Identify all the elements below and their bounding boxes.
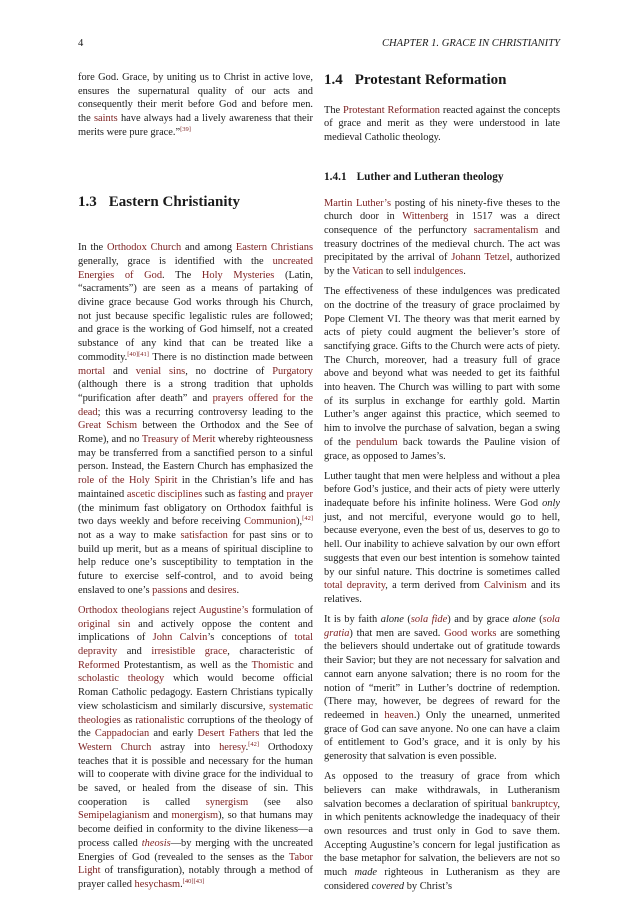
section-heading-protestant-reformation: 1.4 Protestant Reformation (324, 72, 507, 88)
paragraph-orthodox-grace: In the Orthodox Church and among Eastern Christians generally, grace is identified with the uncreated Energies of God. The Holy Mysteries (Latin, “sacraments”) are seen as a means of partaking of divine grace because God works through his Church, not just because specific legalistic rules are followed; and grace is the working of God himself, not a created substance of any kind that can be treated like a commodity.[40][41] There is no distinction made between mortal and venial sins, no doctrine of Purgatory (although there is a strong tradition that upholds “purification after death” and prayers offered for the dead; this was a recurring controversy leading to the Great Schism between the Orthodox and the See of Rome), and no Treasury of Merit whereby righteousness may be transferred from a sanctified person to a sinful person. Instead, the Eastern Church has emphasized the role of the Holy Spirit in the Christian’s life and has maintained ascetic disciplines such as fasting and prayer (the minimum fast obligatory on Orthodox faithful is two days weekly and before receiving Communion),[42] not as a way to make satisfaction for past sins or to build up merit, but as a means of spiritual discipline to help reduce one’s susceptibility to temptation in the future to exercise self-control, and to avoid being enslaved to one’s passions and desires. (78, 242, 314, 596)
running-header (78, 38, 560, 52)
left-column (78, 71, 313, 898)
link-passions[interactable]: passions (152, 584, 188, 596)
link-holy-spirit[interactable]: role of the Holy Spirit (78, 475, 178, 487)
link-vatican[interactable]: Vatican (352, 266, 384, 278)
link-orthodox-church[interactable]: Orthodox Church (106, 242, 182, 254)
citation[interactable]: [40][43] (182, 877, 205, 885)
link-synergism[interactable]: synergism (205, 796, 249, 808)
paragraph-orthodox-theologians: Orthodox theologians reject Augustine’s formulation of original sin and actively oppose the content and implications of John Calvin’s conceptions of total depravity and irresistible grace, characteristic of Reformed Protestantism, as well as the Thomistic and scholastic theology which would become official Roman Catholic pedagogy. Eastern Christians typically view scholasticism and similarly discursive, systematic theologies as rationalistic corruptions of the theology of the Cappadocian and early Desert Fathers that led the Western Church astray into heresy.[42] Orthodoxy teaches that it is possible and necessary for the human will to cooperate with divine grace for the individual to be saved, or healed from the disease of sin. This cooperation is called synergism (see also Semipelagianism and monergism), so that humans may become deified in conformity to the divine likeness—a process called theosis—by merging with the uncreated Energies of God (revealed to the senses as the Tabor Light of transfiguration), notably through a method of prayer called hesychasm.[40][43] (78, 604, 314, 890)
link-prayer[interactable]: prayer (286, 488, 314, 500)
link-hesychasm[interactable]: hesychasm (134, 878, 181, 890)
link-theosis[interactable]: theosis (141, 837, 171, 849)
link-original-sin[interactable]: original sin (78, 618, 131, 630)
link-john-calvin[interactable]: John Calvin (152, 632, 208, 644)
link-total-depravity[interactable]: total depravity (78, 632, 313, 657)
link-mortal[interactable]: mortal (78, 365, 106, 377)
link-great-schism[interactable]: Great Schism (78, 420, 138, 432)
link-tabor-light[interactable]: Tabor Light (78, 851, 313, 877)
link-johann-tetzel[interactable]: Johann Tetzel (451, 252, 510, 264)
citation[interactable]: [42] (302, 515, 313, 523)
link-ascetic-disciplines[interactable]: ascetic disciplines (126, 488, 203, 500)
link-saints[interactable]: saints (93, 113, 118, 125)
link-purgatory[interactable]: Purgatory (272, 365, 313, 377)
citation[interactable]: [40][41] (127, 350, 149, 358)
paragraph-bankruptcy: As opposed to the treasury of grace from which believers can make withdrawals, in Lutheranism salvation becomes a declaration of spiritual bankruptcy, in which penitents acknowledge the inadequacy of their own resources and trust only in God to save them. Accepting Augustine’s concern for legal justification as the base metaphor for salvation, the believers are not so much made righteous in Lutheranism as they are considered covered by Christ’s (324, 771, 560, 892)
link-fasting[interactable]: fasting (237, 488, 267, 500)
right-column (324, 71, 560, 900)
link-reformed[interactable]: Reformed (78, 659, 120, 671)
link-augustine[interactable]: Augustine’s (198, 604, 249, 616)
link-sola-fide[interactable]: sola fide (410, 614, 448, 626)
link-holy-mysteries[interactable]: Holy Mysteries (201, 269, 275, 281)
paragraph-luther-teaching: Luther taught that men were helpless and without a plea before God’s justice, and their acts of piety were utterly inadequate before his infinite holiness. Were God only just, and not merciful, everyone would go to hell, because everyone, even the best of us, deserves to go to hell. Our inability to achieve salvation by our own effort suggests that even our best intention is somehow tainted by our sinful nature. This doctrine is sometimes called total depravity, a term derived from Calvinism and its relatives. (324, 470, 561, 605)
citation[interactable]: [42] (248, 740, 260, 748)
link-indulgences[interactable]: indulgences (413, 266, 464, 278)
link-desires[interactable]: desires (207, 584, 237, 596)
link-orthodox-theologians[interactable]: Orthodox theologians (78, 604, 170, 616)
link-bankruptcy[interactable]: bankruptcy (511, 798, 558, 810)
link-eastern-christians[interactable]: Eastern Christians (235, 242, 314, 254)
link-total-depravity[interactable]: total depravity (324, 580, 386, 592)
link-communion[interactable]: Communion (244, 516, 297, 528)
subsection-heading-luther: 1.4.1 Luther and Lutheran theology (324, 170, 504, 183)
paragraph-indulgences: The effectiveness of these indulgences was predicated on the doctrine of the treasury of grace proclaimed by Pope Clement VI. The theory was that merit earned by acts of piety could augment the believer’s store of sanctifying grace. Gifts to the Church were acts of piety. The Church, moreover, had a treasury full of grace above and beyond what was needed to get its faithful into heaven. The Church was willing to part with some of its surplus in exchange for earthly gold. Martin Luther’s anger against this practice, which seemed to him to involve the purchase of salvation, began a swing of the pendulum back towards the Pauline vision of grace, as opposed to James’s. (324, 286, 560, 462)
link-monergism[interactable]: monergism (171, 810, 219, 822)
page-number: 4 (78, 38, 84, 49)
link-martin-luther[interactable]: Martin Luther’s (324, 197, 391, 209)
link-heaven[interactable]: heaven (384, 710, 414, 721)
link-scholastic-theology[interactable]: scholastic theology (78, 673, 165, 685)
paragraph-luther-theses: Martin Luther’s posting of his ninety-five theses to the church door in Wittenberg in 1517 was a direct consequence of the perfunctory sacramentalism and treasury doctrines of the medieval church. The act was precipitated by the arrival of Johann Tetzel, authorized by the Vatican to sell indulgences. (324, 197, 561, 278)
link-desert-fathers[interactable]: Desert Fathers (197, 728, 260, 740)
link-cappadocian[interactable]: Cappadocian (94, 728, 150, 740)
link-good-works[interactable]: Good works (444, 627, 497, 639)
link-prayers-for-dead[interactable]: prayers offered for the dead (78, 392, 313, 418)
link-uncreated-energies[interactable]: uncreated Energies of God (78, 255, 313, 281)
link-protestant-reformation[interactable]: Protestant Reformation (343, 104, 441, 116)
link-treasury-of-merit[interactable]: Treasury of Merit (141, 434, 216, 446)
link-sola-gratia[interactable]: sola gratia (324, 614, 560, 639)
citation[interactable]: [39] (180, 125, 191, 133)
paragraph-reformation-intro: The Protestant Reformation reacted against the concepts of grace and merit as they were understood in late medieval Catholic theology. (324, 104, 561, 144)
link-wittenberg[interactable]: Wittenberg (402, 211, 449, 223)
chapter-running-title: CHAPTER 1. GRACE IN CHRISTIANITY (381, 38, 560, 49)
link-thomistic[interactable]: Thomistic (251, 659, 294, 671)
link-satisfaction[interactable]: satisfaction (180, 529, 228, 541)
paragraph-sola-fide: It is by faith alone (sola fide) and by grace alone (sola gratia) that men are saved. Good works are something the believers should undertake out of gratitude towards their Savior; but they are not necessary for salvation and cannot earn anyone salvation; there is no room for the notion of “merit” in Luther’s doctrine of redemption. (There may, however, be degrees of reward for the redeemed in heaven.) Only the unearned, unmerited grace of God can save anyone. No one can have a claim of entitlement to God’s grace, and it is only by his generosity that salvation is even possible. (324, 614, 561, 763)
link-irresistible-grace[interactable]: irresistible grace (151, 646, 228, 657)
link-pendulum[interactable]: pendulum (356, 436, 398, 448)
link-venial-sins[interactable]: venial sins (135, 365, 186, 377)
paragraph-grace-continuation: fore God. Grace, by uniting us to Christ in active love, ensures the supernatural quality of our acts and consequently their merit before God and before men. the saints have always had a lively awareness that their merits were pure grace.”[39] (78, 72, 313, 138)
link-rationalistic[interactable]: rationalistic (135, 714, 185, 726)
link-systematic-theologies[interactable]: systematic theologies (78, 700, 313, 726)
link-western-church[interactable]: Western Church (78, 741, 152, 753)
link-heresy[interactable]: heresy (219, 741, 246, 753)
link-sacramentalism[interactable]: sacramentalism (473, 224, 539, 236)
section-heading-eastern-christianity: 1.3 Eastern Christianity (78, 193, 240, 210)
link-calvinism[interactable]: Calvinism (484, 580, 527, 592)
link-semipelagianism[interactable]: Semipelagianism (78, 810, 150, 822)
